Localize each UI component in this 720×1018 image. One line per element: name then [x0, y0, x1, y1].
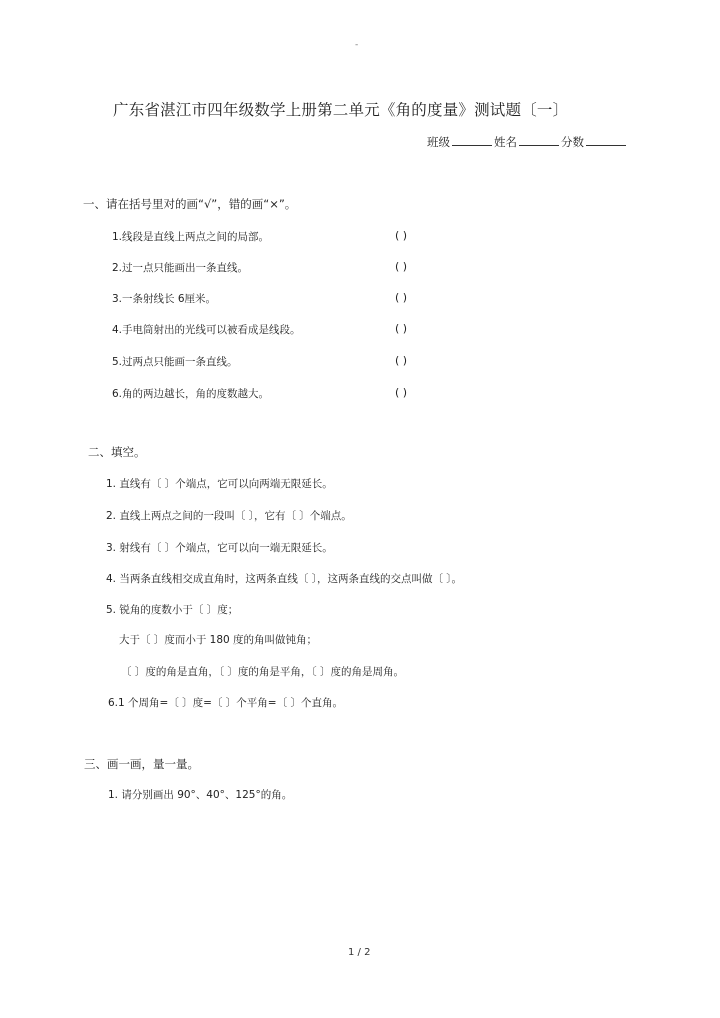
fill-line: 〔 〕度的角是直角，〔 〕度的角是平角，〔 〕度的角是周角。 [121, 666, 405, 678]
section1-heading: 一、请在括号里对的画“√”，错的画“×”。 [83, 197, 297, 211]
name-label: 姓名 [494, 135, 517, 149]
student-info-line [427, 134, 628, 150]
score-blank [586, 134, 626, 146]
judge-item: 2.过一点只能画出一条直线。 [112, 262, 249, 274]
judge-paren: ( ) [395, 386, 408, 399]
class-blank [452, 134, 492, 146]
fill-line: 2. 直线上两点之间的一段叫〔 〕，它有〔 〕个端点。 [106, 510, 352, 522]
judge-paren: ( ) [395, 260, 408, 273]
judge-paren: ( ) [395, 291, 408, 304]
name-blank [519, 134, 559, 146]
section2-heading: 二、填空。 [88, 445, 146, 459]
top-mark: - [355, 40, 359, 50]
judge-item: 6.角的两边越长，角的度数越大。 [112, 388, 270, 400]
fill-line: 5. 锐角的度数小于〔 〕度； [106, 604, 239, 616]
section3-heading: 三、画一画，量一量。 [84, 757, 199, 771]
fill-line: 1. 直线有〔 〕个端点，它可以向两端无限延长。 [106, 478, 333, 490]
judge-paren: ( ) [395, 354, 408, 367]
page-number: 1 / 2 [348, 947, 371, 958]
score-label: 分数 [561, 135, 584, 149]
fill-line: 大于〔 〕度而小于 180 度的角叫做钝角； [119, 634, 318, 646]
judge-item: 3.一条射线长 6厘米。 [112, 293, 217, 305]
fill-line: 3. 射线有〔 〕个端点，它可以向一端无限延长。 [106, 542, 333, 554]
judge-paren: ( ) [395, 229, 408, 242]
judge-item: 1.线段是直线上两点之间的局部。 [112, 231, 270, 243]
judge-item: 5.过两点只能画一条直线。 [112, 356, 238, 368]
fill-line: 4. 当两条直线相交成直角时，这两条直线〔 〕，这两条直线的交点叫做〔 〕。 [106, 573, 463, 585]
page-title: 广东省湛江市四年级数学上册第二单元《角的度量》测试题〔一〕 [113, 101, 569, 119]
class-label: 班级 [427, 135, 450, 149]
judge-item: 4.手电筒射出的光线可以被看成是线段。 [112, 324, 301, 336]
judge-paren: ( ) [395, 322, 408, 335]
fill-line: 6.1 个周角=〔 〕度=〔 〕个平角=〔 〕个直角。 [108, 697, 343, 709]
draw-line: 1. 请分别画出 90°、40°、125°的角。 [108, 789, 293, 801]
